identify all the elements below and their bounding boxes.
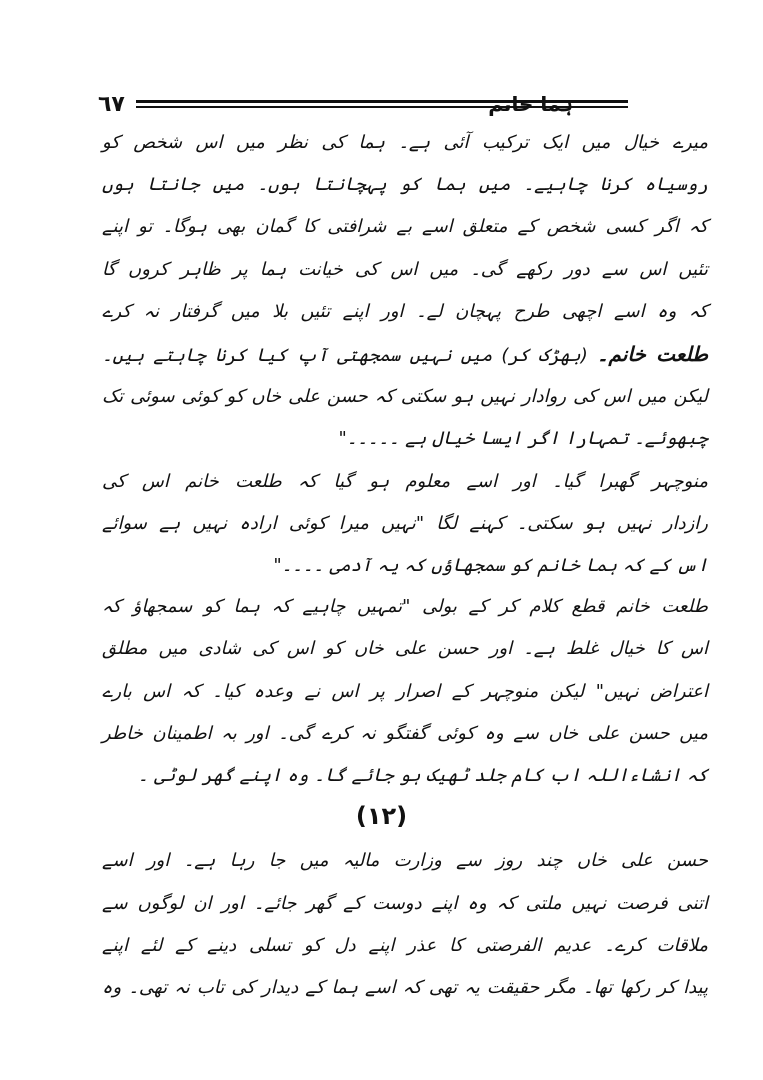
running-title: ہما خانم <box>488 92 573 116</box>
text-line: طلعت خانم قطع کلام کر کے بولی "تمہیں چاہیے کہ ہما کو سمجھاؤ کہ <box>102 596 708 617</box>
text-line: میرے خیال میں ایک ترکیب آئی ہے۔ ہما کی نظر میں اس شخص کو <box>102 132 708 153</box>
text-line: ملاقات کرے۔ عدیم الفرصتی کا عذر اپنے دل کو تسلی دینے کے لئے اپنے <box>102 935 708 956</box>
text-line: اعتراض نہیں" لیکن منوچہر کے اصرار پر اس نے وعدہ کیا۔ کہ اس بارے <box>102 681 708 702</box>
dialogue-text: (بھڑک کر) میں نہیں سمجھتی آپ کیا کرنا چاہتے ہیں۔ <box>102 345 588 366</box>
text-line: منوچہر گھبرا گیا۔ اور اسے معلوم ہو گیا کہ طلعت خانم اس کی <box>102 471 708 492</box>
text-line: اتنی فرصت نہیں ملتی کہ وہ اپنے دوست کے گھر جائے۔ اور ان لوگوں سے <box>102 893 708 914</box>
text-line: چبھوئے۔ تمہارا اگر ایسا خیال ہے ۔۔۔۔۔" <box>338 428 708 449</box>
text-line: لیکن میں اس کی روادار نہیں ہو سکتی کہ حسن علی خاں کو کوئی سوئی تک <box>102 386 708 407</box>
speaker-name: طلعت خانم۔ <box>596 342 709 366</box>
page-header <box>98 92 708 122</box>
text-line: اس کے کہ ہما خانم کو سمجھاؤں کہ یہ آدمی ۔۔۔۔" <box>273 555 708 576</box>
text-line: کہ انشاءاللہ اب کام جلد ٹھیک ہو جائے گا۔ وہ اپنے گھر لوٹی ۔ <box>137 765 708 786</box>
text-line: کہ اگر کسی شخص کے متعلق اسے بے شرافتی کا گمان بھی ہوگا۔ تو اپنے <box>102 216 708 237</box>
text-line: تئیں اس سے دور رکھے گی۔ میں اس کی خیانت ہما پر ظاہر کروں گا <box>102 259 708 280</box>
text-line: اس کا خیال غلط ہے۔ اور حسن علی خاں کو اس کی شادی میں مطلق <box>102 638 708 659</box>
chapter-number: (۱۲) <box>355 802 408 830</box>
text-line: میں حسن علی خاں سے وہ کوئی گفتگو نہ کرے گی۔ اور بہ اطمینان خاطر <box>102 723 708 744</box>
text-line: روسیاہ کرنا چاہیے۔ میں ہما کو پہچانتا ہوں۔ میں جانتا ہوں <box>102 174 708 195</box>
text-line: پیدا کر رکھا تھا۔ مگر حقیقت یہ تھی کہ اسے ہما کے دیدار کی تاب نہ تھی۔ وہ <box>102 977 708 998</box>
page-number: ٦٧ <box>98 92 125 117</box>
text-line: رازدار نہیں ہو سکتی۔ کہنے لگا "نہیں میرا کوئی ارادہ نہیں ہے سوائے <box>102 513 708 534</box>
text-line: کہ وہ اسے اچھی طرح پہچان لے۔ اور اپنے تئیں بلا میں گرفتار نہ کرے <box>102 301 708 322</box>
dialogue-line <box>102 339 708 371</box>
text-line: حسن علی خاں چند روز سے وزارت مالیہ میں جا رہا ہے۔ اور اسے <box>102 850 708 871</box>
